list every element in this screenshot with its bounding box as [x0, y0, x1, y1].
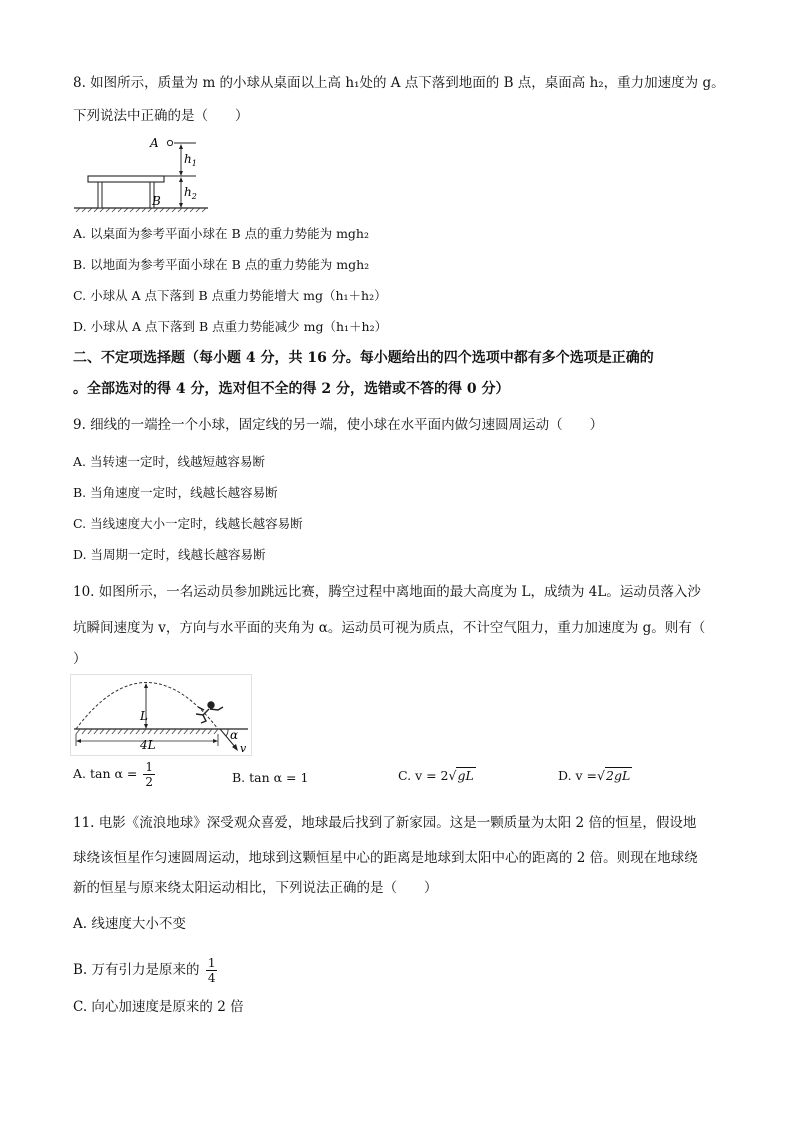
- section2-heading-line1: 二、不定项选择题（每小题 4 分，共 16 分。每小题给出的四个选项中都有多个选项是正确的: [73, 350, 654, 366]
- q10-stem-line2: 坑瞬间速度为 v，方向与水平面的夹角为 α。运动员可视为质点，不计空气阻力，重力加速度为 g。则有（: [73, 620, 706, 636]
- q9-option-d: D. 当周期一定时，线越长越容易断: [73, 547, 266, 562]
- q11-option-c: C. 向心加速度是原来的 2 倍: [73, 999, 244, 1015]
- q11-stem-line1: 11. 电影《流浪地球》深受观众喜爱，地球最后找到了新家园。这是一颗质量为太阳 2 倍的恒星，假设地: [73, 815, 697, 831]
- q8-table-figure: [70, 134, 210, 216]
- label-h1-sub: 1: [191, 159, 197, 168]
- label-v: v: [240, 742, 247, 755]
- section2-heading-line2: 。全部选对的得 4 分，选对但不全的得 2 分，选错或不答的得 0 分）: [73, 381, 510, 397]
- q8-option-c: C. 小球从 A 点下落到 B 点重力势能增大 mg（h₁＋h₂）: [73, 288, 387, 303]
- q10-option-b: B. tan α = 1: [232, 770, 309, 785]
- label-h2: h: [184, 185, 192, 199]
- q10-option-d-root: 2gL: [606, 768, 631, 783]
- q11-stem-line2: 球绕该恒星作匀速圆周运动，地球到这颗恒星中心的距离是地球到太阳中心的距离的 2 倍。则现在地球绕: [73, 850, 698, 866]
- q9-option-b: B. 当角速度一定时，线越长越容易断: [73, 485, 278, 500]
- q10-option-c-root: gL: [457, 768, 474, 783]
- q11-stem-line3: 新的恒星与原来绕太阳运动相比，下列说法正确的是（ ）: [73, 880, 438, 896]
- q10-option-a: [73, 760, 157, 789]
- q8-option-a: A. 以桌面为参考平面小球在 B 点的重力势能为 mgh₂: [73, 226, 369, 241]
- svg-text:h1: [184, 152, 197, 168]
- q10-stem-line3: ）: [73, 651, 87, 667]
- q10-option-a-num: 1: [145, 760, 153, 774]
- q11-option-b-fraction: [206, 956, 218, 985]
- q11-option-b-num: 1: [207, 956, 216, 970]
- q8-option-b: B. 以地面为参考平面小球在 B 点的重力势能为 mgh₂: [73, 257, 370, 272]
- label-alpha: α: [230, 728, 239, 742]
- q9-option-c: C. 当线速度大小一定时，线越长越容易断: [73, 516, 303, 531]
- q10-option-d-prefix: D. v =: [558, 768, 598, 783]
- q11-option-b-prefix: B. 万有引力是原来的: [73, 962, 200, 978]
- label-h1: h: [184, 152, 192, 166]
- q9-stem: 9. 细线的一端拴一个小球，固定线的另一端，使小球在水平面内做匀速圆周运动（ ）: [73, 417, 604, 433]
- label-B: B: [152, 194, 161, 208]
- q10-long-jump-figure: [70, 674, 252, 756]
- q10-option-a-prefix: A. tan α =: [73, 766, 138, 781]
- q9-option-a: A. 当转速一定时，线越短越容易断: [73, 454, 265, 469]
- label-L: L: [140, 709, 148, 723]
- label-h2-sub: 2: [191, 192, 197, 201]
- q10-option-c: C. v = 2√gL: [398, 768, 474, 783]
- q11-option-b: [73, 956, 219, 985]
- label-4L: 4L: [140, 738, 156, 752]
- q11-option-b-den: 4: [207, 971, 216, 985]
- q8-stem-line2: 下列说法中正确的是（ ）: [73, 108, 249, 124]
- q8-stem-line1: 8. 如图所示，质量为 m 的小球从桌面以上高 h₁处的 A 点下落到地面的 B 点，桌面高 h₂，重力加速度为 g。: [73, 75, 725, 91]
- q10-option-d: D. v =√2gL: [558, 768, 631, 783]
- q10-option-a-den: 2: [145, 775, 153, 789]
- q10-stem-line1: 10. 如图所示，一名运动员参加跳远比赛，腾空过程中离地面的最大高度为 L，成绩为 4L。运动员落入沙: [73, 584, 701, 600]
- q10-option-c-prefix: C. v = 2: [398, 768, 449, 783]
- svg-text:h2: [184, 185, 197, 201]
- q10-option-a-fraction: [143, 760, 155, 789]
- q8-option-d: D. 小球从 A 点下落到 B 点重力势能减少 mg（h₁＋h₂）: [73, 319, 388, 334]
- q11-option-a: A. 线速度大小不变: [73, 916, 186, 932]
- label-A: A: [150, 136, 159, 150]
